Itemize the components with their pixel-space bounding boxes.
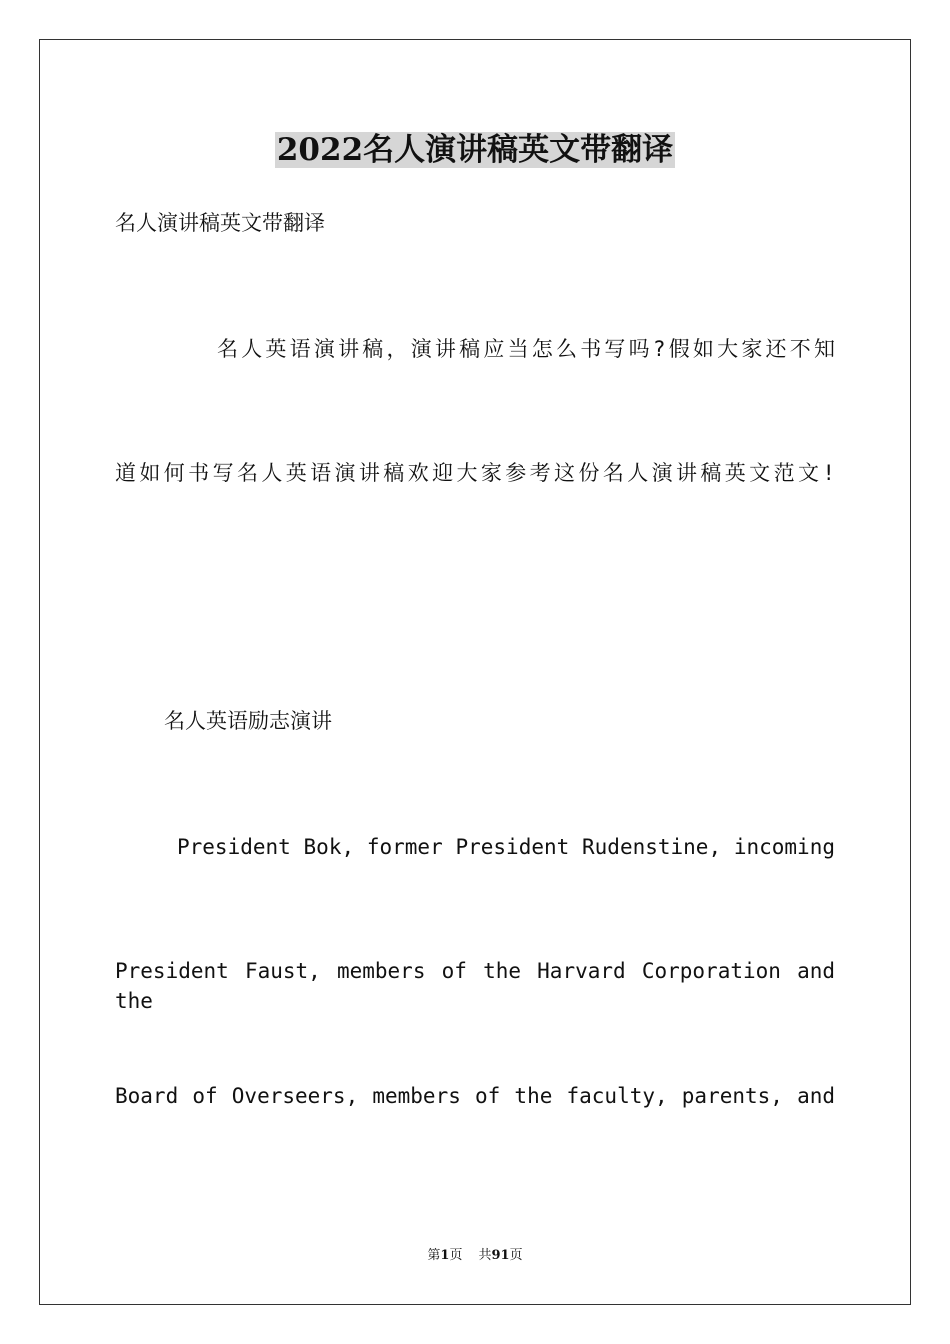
speech-line-2: President Faust, members of the Harvard Corporation and the (115, 959, 835, 1013)
footer-page-total: 91 (491, 1248, 510, 1263)
footer-page-prefix: 第 (427, 1248, 441, 1263)
page-footer (0, 1246, 950, 1266)
footer-total-prefix: 共 (478, 1248, 492, 1263)
speech-line-1: President Bok, former President Rudenstine, incoming (177, 835, 835, 859)
footer-total-suffix: 页 (509, 1248, 523, 1263)
document-subtitle: 名人演讲稿英文带翻译 (115, 211, 325, 235)
document-title-text: 2022名人演讲稿英文带翻译 (276, 132, 674, 168)
document-title (0, 126, 950, 174)
speech-line-3: Board of Overseers, members of the faculty, parents, and (115, 1084, 835, 1108)
intro-paragraph-line-1: 名人英语演讲稿，演讲稿应当怎么书写吗?假如大家还不知 (217, 337, 835, 361)
footer-page-current: 1 (440, 1248, 450, 1263)
footer-page-suffix: 页 (449, 1248, 463, 1263)
intro-paragraph-line-2: 道如何书写名人英语演讲稿欢迎大家参考这份名人演讲稿英文范文! (115, 461, 835, 485)
section-heading: 名人英语励志演讲 (164, 709, 332, 733)
